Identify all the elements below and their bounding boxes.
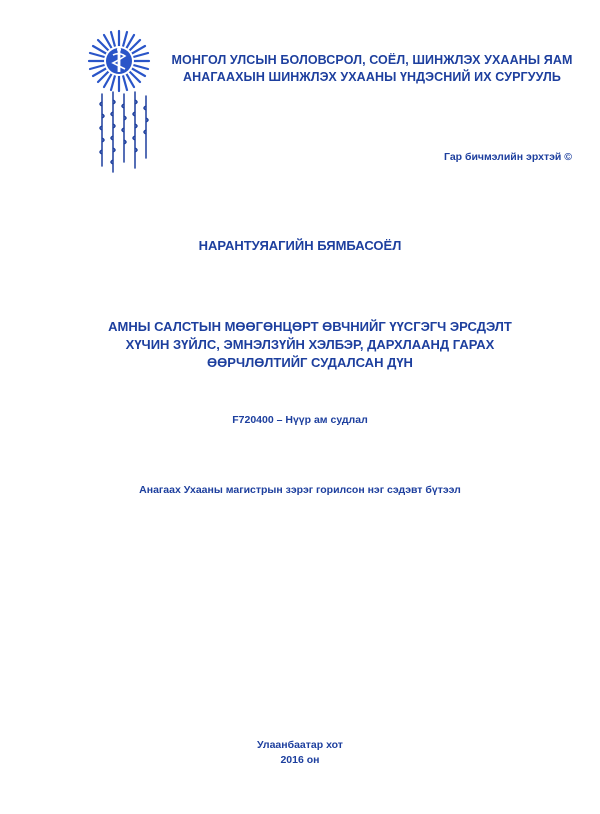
specialty-code: F720400 – Нүүр ам судлал <box>232 414 368 426</box>
university-emblem-icon <box>86 28 152 94</box>
thesis-title <box>60 318 560 372</box>
author-name: НАРАНТУЯАГИЙН БЯМБАСОЁЛ <box>198 238 402 253</box>
manuscript-rights: Гар бичмэлийн эрхтэй © <box>444 151 572 163</box>
city: Улаанбаатар хот <box>257 739 343 751</box>
degree-statement: Анагаах Ухааны магистрын зэрэг горилсон нэг сэдэвт бүтээл <box>139 484 461 496</box>
university-name: АНАГААХЫН ШИНЖЛЭХ УХААНЫ ҮНДЭСНИЙ ИХ СУРГУУЛЬ <box>183 70 561 84</box>
ministry-header <box>162 52 582 86</box>
ministry-name: МОНГОЛ УЛСЫН БОЛОВСРОЛ, СОЁЛ, ШИНЖЛЭХ УХААНЫ ЯАМ <box>171 53 573 67</box>
place-and-year <box>0 738 600 768</box>
thesis-title-line: ХҮЧИН ЗҮЙЛС, ЭМНЭЛЗҮЙН ХЭЛБЭР, ДАРХЛААНД ГАРАХ <box>125 337 495 352</box>
thesis-title-line: ӨӨРЧЛӨЛТИЙГ СУДАЛСАН ДҮН <box>207 355 413 370</box>
mongolian-script-logo <box>92 88 152 174</box>
year: 2016 он <box>280 754 320 766</box>
thesis-title-line: АМНЫ САЛСТЫН МӨӨГӨНЦӨРТ ӨВЧНИЙГ ҮҮСГЭГЧ ЭРСДЭЛТ <box>108 319 512 334</box>
